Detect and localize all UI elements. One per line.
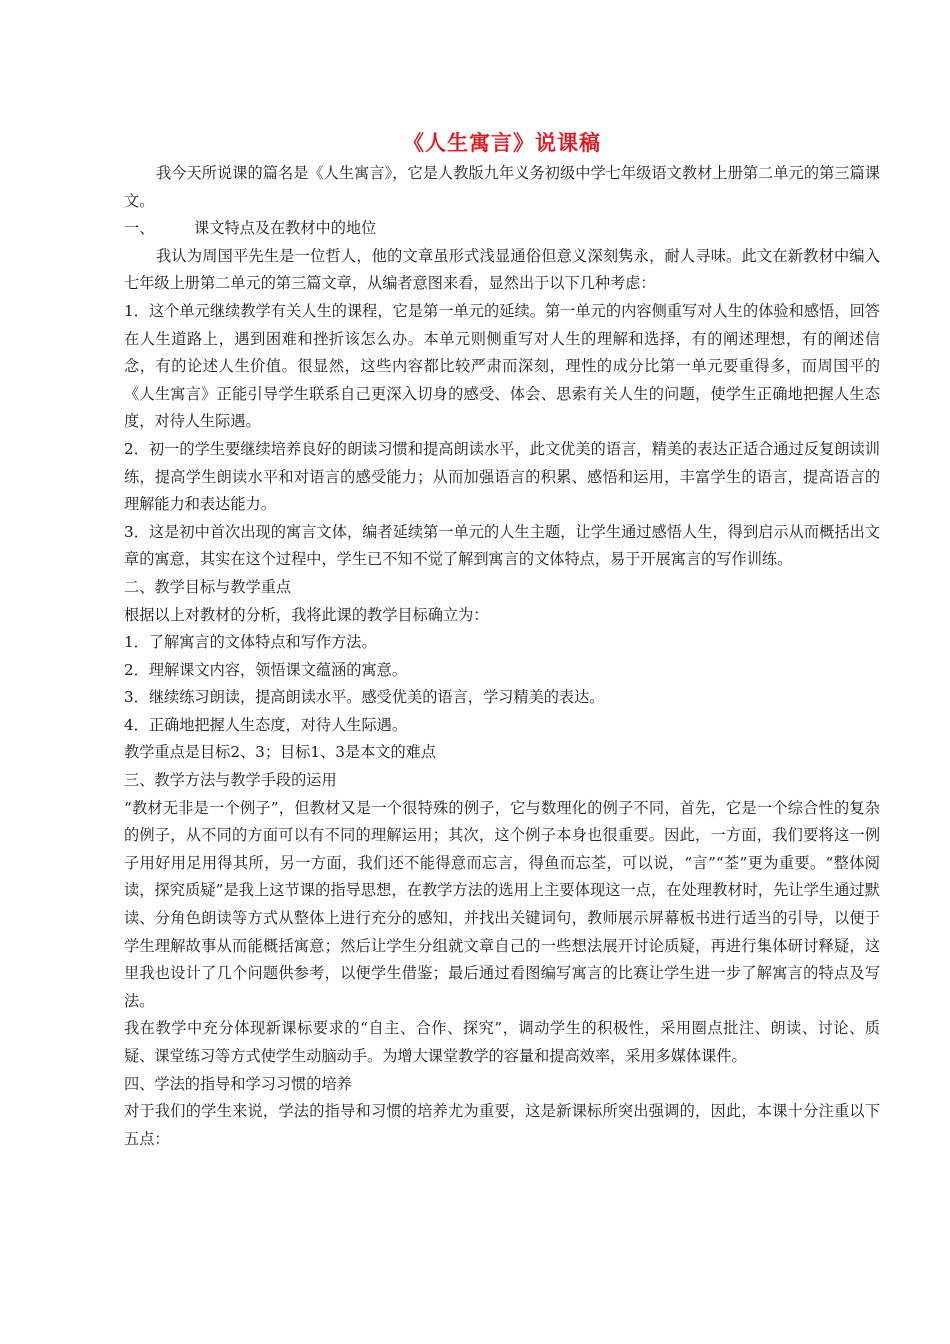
intro-paragraph: 我今天所说课的篇名是《人生寓言》，它是人教版九年义务初级中学七年级语文教材上册第二单元的第三篇课文。 [124,164,880,210]
section-2-goal-4: 4．正确地把握人生态度，对待人生际遇。 [124,715,408,734]
section-1-point-3: 3．这是初中首次出现的寓言文体，编者延续第一单元的人生主题，让学生通过感悟人生，得到启示从而概括出文章的寓意，其实在这个过程中，学生已不知不觉了解到寓言的文体特点，易于开展寓言的写作训练。 [124,522,880,569]
section-2-focus: 教学重点是目标2、3；目标1、3是本文的难点 [124,743,437,762]
section-1-title: 课文特点及在教材中的地位 [194,219,377,238]
section-3-paragraph-2: 我在教学中充分体现新课标要求的“自主、合作、探究”，调动学生的积极性，采用圈点批注、朗读、讨论、质疑、课堂练习等方式使学生动脑动手。为增大课堂教学的容量和提高效率，采用多媒体课件。 [124,1019,880,1065]
section-1-point-1: 1．这个单元继续教学有关人生的课程，它是第一单元的延续。第一单元的内容侧重写对人生的体验和感悟，回答在人生道路上，遇到困难和挫折该怎么办。本单元则侧重写对人生的理解和选择，有的阐述理想，有的阐述信念，有的论述人生价值。很显然，这些内容都比较严肃而深刻，理性的成分比第一单元要重得多，而周国平的《人生寓言》正能引导学生联系自己更深入切身的感受、体会、思索有关人生的问题，使学生正确地把握人生态度，对待人生际遇。 [124,301,880,431]
section-1-point-2: 2．初一的学生要继续培养良好的朗读习惯和提高朗读水平，此文优美的语言，精美的表达正适合通过反复朗读训练，提高学生朗读水平和对语言的感受能力；从而加强语言的积累、感悟和运用，丰富学生的语言，提高语言的理解能力和表达能力。 [124,439,880,514]
section-1-heading [124,215,880,243]
section-3-heading: 三、教学方法与教学手段的运用 [124,771,337,790]
section-3-paragraph-1: “教材无非是一个例子”，但教材又是一个很特殊的例子，它与数理化的例子不同，首先，它是一个综合性的复杂的例子，从不同的方面可以有不同的理解运用；其次，这个例子本身也很重要。因此，一方面，我们要将这一例子用好用足用得其所，另一方面，我们还不能得意而忘言，得鱼而忘荃，可以说，“言”“荃”更为重要。“整体阅读，探究质疑”是我上这节课的指导思想，在教学方法的选用上主要体现这一点，在处理教材时，先让学生通过默读、分角色朗读等方式从整体上进行充分的感知，并找出关键词句，教师展示屏幕板书进行适当的引导，以便于学生理解故事从而能概括寓意；然后让学生分组就文章自己的一些想法展开讨论质疑，再进行集体研讨释疑，这里我也设计了几个问题供参考，以便学生借鉴；最后通过看图编写寓言的比赛让学生进一步了解寓言的特点及写法。 [124,798,880,1010]
section-1-paragraph: 我认为周国平先生是一位哲人，他的文章虽形式浅显通俗但意义深刻隽永，耐人寻味。此文在新教材中编入七年级上册第二单元的第三篇文章，从编者意图来看，显然出于以下几种考虑： [124,246,880,293]
section-2-goal-1: 1．了解寓言的文体特点和写作方法。 [124,633,377,652]
section-2-heading: 二、教学目标与教学重点 [124,577,292,596]
section-4-heading: 四、学法的指导和学习习惯的培养 [124,1074,352,1093]
section-2-lead: 根据以上对教材的分析，我将此课的教学目标确立为： [124,605,489,624]
section-2-goal-3: 3．继续练习朗读，提高朗读水平。感受优美的语言，学习精美的表达。 [124,688,605,707]
section-1-number: 一、 [124,219,155,238]
document-page [124,128,880,1153]
section-2-goal-2: 2．理解课文内容，领悟课文蕴涵的寓意。 [124,660,408,679]
document-title: 《人生寓言》说课稿 [403,130,601,155]
section-4-paragraph: 对于我们的学生来说，学法的指导和习惯的培养尤为重要，这是新课标所突出强调的，因此，本课十分注重以下五点： [124,1102,880,1148]
